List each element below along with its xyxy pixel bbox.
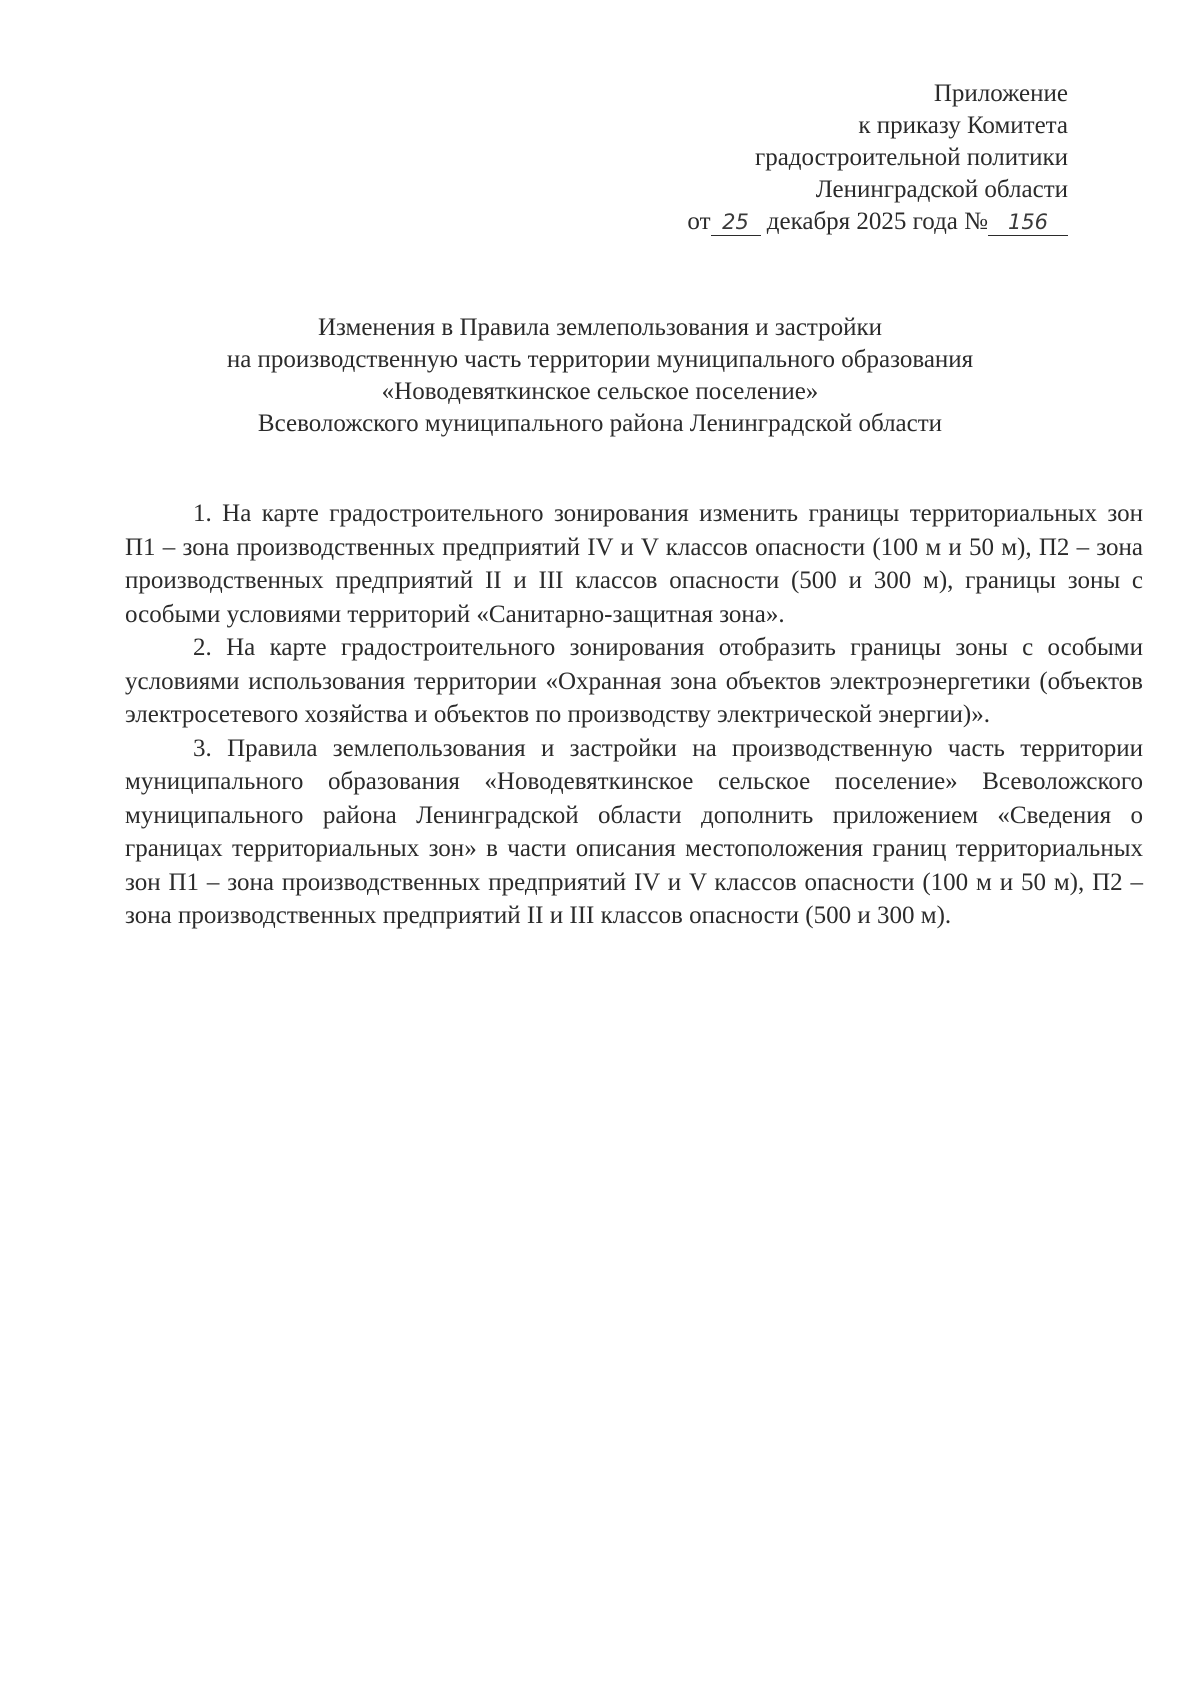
document-heading: [120, 312, 1080, 440]
appendix-title: Приложение: [933, 80, 1068, 107]
paragraph-2: 2. На карте градостроительного зонирования отобразить границы зоны с особыми условиями использования территории «Охранная зона объектов электроэнергетики (объектов электросетевого хозяйства и объектов по производству электрической энергии)».: [125, 634, 1143, 728]
appendix-date-line: [508, 206, 1068, 238]
appendix-committee: градостроительной политики: [754, 144, 1068, 171]
paragraph-3: 3. Правила землепользования и застройки на производственную часть территории муниципального образования «Новодевяткинское сельское поселение» Всеволожского муниципального района Ленинградской области дополнить приложением «Сведения о границах территориальных зон» в части описания местоположения границ территориальных зон П1 – зона производственных предприятий IV и V классов опасности (100 м и 50 м), П2 – зона производственных предприятий II и III классов опасности (500 и 300 м).: [125, 734, 1143, 929]
heading-line-4: Всеволожского муниципального района Ленинградской области: [257, 410, 943, 437]
date-middle: декабря 2025 года №: [766, 208, 988, 235]
order-number-handwritten: 156: [988, 206, 1068, 238]
paragraph-1: 1. На карте градостроительного зонирования изменить границы территориальных зон П1 – зона производственных предприятий IV и V классов опасности (100 м и 50 м), П2 – зона производственных предприятий II и III классов опасности (500 и 300 м), границы зоны с особыми условиями территорий «Санитарно-защитная зона».: [125, 500, 1143, 628]
heading-line-3: «Новодевяткинское сельское поселение»: [381, 378, 819, 405]
date-prefix: от: [687, 208, 711, 235]
heading-line-2: на производственную часть территории муниципального образования: [226, 346, 974, 373]
appendix-header: [508, 78, 1068, 238]
date-day-handwritten: 25: [711, 206, 761, 238]
heading-line-1: Изменения в Правила землепользования и застройки: [317, 314, 883, 341]
document-body: [125, 497, 1143, 933]
appendix-order-ref: к приказу Комитета: [858, 112, 1068, 139]
appendix-region: Ленинградской области: [815, 176, 1068, 203]
